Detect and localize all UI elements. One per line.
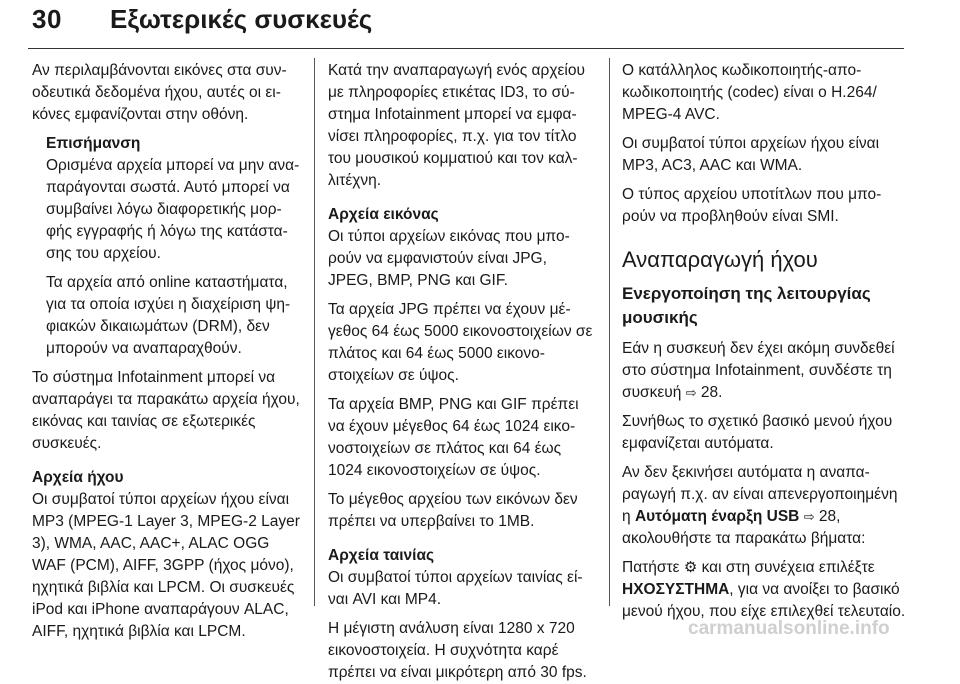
- id3-paragraph: Κατά την αναπαραγωγή ενός αρχείου με πληροφορίες ετικέτας ID3, το σύστημα Infotainment μπορεί να εμφανίσει πληροφορίες, π.χ. για τον τίτλο του μουσικού κομματιού και τον καλλιτέχνη.: [328, 62, 585, 189]
- image-paragraph: Τα αρχεία JPG πρέπει να έχουν μέγεθος 64 έως 5000 εικονοστοιχείων σε πλάτος και 64 έως 5000 εικονοστοιχείων σε ύψος.: [328, 301, 593, 384]
- press-paragraph: Πατήστε ⚙ και στη συνέχεια επιλέξτε ΗΧΟΣΥΣΤΗΜΑ, για να ανοίξει το βασικό μενού ήχου, που είχε επιλεχθεί τελευταίο.: [622, 559, 906, 620]
- movie-paragraph: Οι συμβατοί τύποι αρχείων ταινίας είναι AVI και MP4.: [328, 569, 583, 608]
- note-block: [32, 133, 300, 360]
- page-number: 30: [32, 4, 62, 34]
- column-divider: [609, 58, 610, 606]
- audio-system-label: ΗΧΟΣΥΣΤΗΜΑ: [622, 581, 730, 598]
- menu-paragraph: Συνήθως το σχετικό βασικό μενού ήχου εμφανίζεται αυτόματα.: [622, 413, 893, 452]
- reference-arrow-icon: ⇨: [803, 509, 815, 524]
- column-1: [32, 60, 300, 640]
- note-paragraph: Ορισμένα αρχεία μπορεί να μην αναπαράγονται σωστά. Αυτό μπορεί να συμβαίνει λόγω διαφορετικής μορφής εγγραφής ή λόγω της κατάστασης του αρχείου.: [46, 157, 300, 262]
- audio-files-paragraph: Οι συμβατοί τύποι αρχείων ήχου είναι MP3 (MPEG-1 Layer 3, MPEG-2 Layer 3), WMA, AAC, AAC+, ALAC OGG WAF (PCM), AIFF, 3GPP (ήχος μόνο), ηχητικά βιβλία και LPCM. Οι συσκευές iPod και iPhone αναπαράγουν ALAC, AIFF, ηχητικά βιβλία και LPCM.: [32, 491, 300, 640]
- auto-start-paragraph: Αν δεν ξεκινήσει αυτόματα η αναπαραγωγή π.χ. αν είναι απενεργοποιημένη η Αυτόματη έναρξη USB ⇨ 28, ακολουθήστε τα παρακάτω βήματα:: [622, 464, 898, 547]
- image-paragraph: Οι τύποι αρχείων εικόνας που μπορούν να εμφανιστούν είναι JPG, JPEG, BMP, PNG και GIF.: [328, 228, 570, 289]
- movie-paragraph: Η μέγιστη ανάλυση είναι 1280 x 720 εικονοστοιχεία. Η συχνότητα καρέ πρέπει να είναι μικρότερη από 30 fps.: [328, 620, 587, 681]
- column-divider: [314, 58, 315, 606]
- column-3: [622, 60, 907, 620]
- page-header: [28, 4, 904, 49]
- settings-gear-icon: ⚙: [683, 559, 698, 576]
- activation-heading: Ενεργοποίηση της λειτουργίας μουσικής: [622, 284, 871, 327]
- note-paragraph: Τα αρχεία από online καταστήματα, για τα οποία ισχύει η διαχείριση ψηφιακών δικαιωμάτων (DRM), δεν μπορούν να αναπαραχθούν.: [46, 274, 291, 357]
- connect-paragraph: Εάν η συσκευή δεν έχει ακόμη συνδεθεί στο σύστημα Infotainment, συνδέστε τη συσκευή ⇨ 28.: [622, 340, 895, 401]
- system-paragraph: Το σύστημα Infotainment μπορεί να αναπαράγει τα παρακάτω αρχεία ήχου, εικόνας και ταινίας σε εξωτερικές συσκευές.: [32, 369, 300, 452]
- note-title: Επισήμανση: [46, 135, 141, 152]
- page-reference[interactable]: 28,: [818, 508, 841, 525]
- audio-files-heading: Αρχεία ήχου: [32, 469, 124, 486]
- watermark: carmanualsonline.info: [688, 618, 890, 639]
- image-paragraph: Τα αρχεία BMP, PNG και GIF πρέπει να έχουν μέγεθος 64 έως 1024 εικονοστοιχείων σε πλάτος και 64 έως 1024 εικονοστοιχείων σε ύψος.: [328, 396, 579, 479]
- page-reference[interactable]: 28.: [700, 384, 723, 401]
- subtitle-paragraph: Ο τύπος αρχείου υποτίτλων που μπορούν να προβληθούν είναι SMI.: [622, 186, 882, 225]
- column-2: [328, 60, 596, 681]
- playback-heading: Αναπαραγωγή ήχου: [622, 247, 818, 272]
- intro-paragraph: Αν περιλαμβάνονται εικόνες στα συνοδευτικά δεδομένα ήχου, αυτές οι εικόνες εμφανίζονται στην οθόνη.: [32, 62, 287, 123]
- reference-arrow-icon: ⇨: [685, 385, 697, 400]
- image-files-heading: Αρχεία εικόνας: [328, 206, 439, 223]
- codec-paragraph: Ο κατάλληλος κωδικοποιητής-αποκωδικοποιητής (codec) είναι ο H.264/ MPEG-4 AVC.: [622, 62, 877, 123]
- audio-types-paragraph: Οι συμβατοί τύποι αρχείων ήχου είναι MP3, AC3, AAC και WMA.: [622, 135, 880, 174]
- auto-start-usb-label: Αυτόματη έναρξη USB: [634, 508, 800, 525]
- page-title: Εξωτερικές συσκευές: [110, 4, 373, 34]
- image-paragraph: Το μέγεθος αρχείου των εικόνων δεν πρέπει να υπερβαίνει το 1MB.: [328, 491, 578, 530]
- movie-files-heading: Αρχεία ταινίας: [328, 547, 435, 564]
